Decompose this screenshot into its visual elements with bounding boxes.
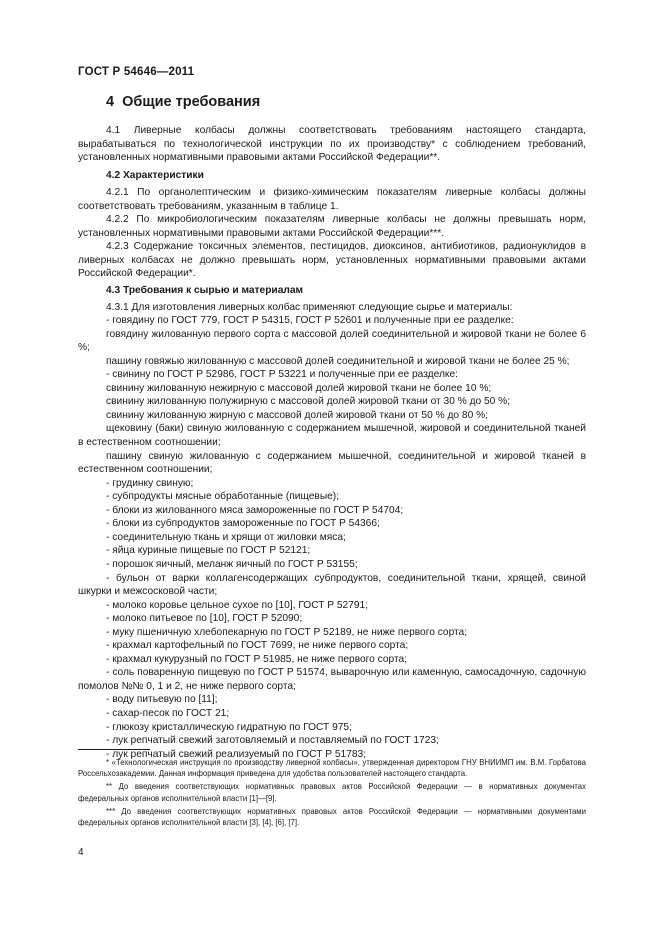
subheading-4-2: 4.2 Характеристики [106,169,204,181]
document-header: ГОСТ Р 54646—2011 [78,66,195,78]
list-item: - свинину по ГОСТ Р 52986, ГОСТ Р 53221 и полученные при ее разделке: [106,369,458,381]
list-item: - соединительную ткань и хрящи от жиловки мяса; [106,531,346,543]
list-item: - блоки из субпродуктов замороженные по ГОСТ Р 54366; [106,518,380,530]
list-item: - муку пшеничную хлебопекарную по ГОСТ Р 52189, не ниже первого сорта; [106,626,468,638]
footnote-1: * «Технологическая инструкция по производству ливерной колбасы», утвержденная директором ГНУ ВНИИМП им. В.М. Горбатова Россельхозакадемии. Данная информация приведена для удобства пользователей настоящего стандарта. [78,758,586,779]
list-item: - воду питьевую по [11]; [106,694,218,706]
paragraph-4-2-3: 4.2.3 Содержание токсичных элементов, пестицидов, диоксинов, антибиотиков, радионуклидов в ливерных колбасах не должно превышать норм, установленных нормативными правовыми актами Российской Федерации*. [78,241,586,280]
list-item: - говядину по ГОСТ 779, ГОСТ Р 54315, ГОСТ Р 52601 и полученные при ее разделке: [106,315,514,327]
paragraph-4-2-2: 4.2.2 По микробиологическим показателям ливерные колбасы не должны превышать норм, установленных нормативными правовыми актами Российской Федерации***. [78,214,586,239]
paragraph-4-3-1: 4.3.1 Для изготовления ливерных колбас применяют следующие сырье и материалы: [106,301,513,313]
list-item: щековину (баки) свиную жилованную с содержанием мышечной, жировой и соединительной тканей в естественном соотношении; [78,423,586,449]
subheading-4-3: 4.3 Требования к сырью и материалам [106,285,304,297]
list-item: - крахмал картофельный по ГОСТ 7699, не ниже первого сорта; [106,640,409,652]
list-item: - лук репчатый свежий заготовляемый и поставляемый по ГОСТ 1723; [106,735,439,747]
list-item: - бульон от варки коллагенсодержащих субпродуктов, соединительной ткани, хрящей, свиной шкурки и межсосковой части; [78,572,586,598]
list-item: свинину жилованную нежирную с массовой долей жировой ткани не более 10 %; [106,382,492,394]
paragraph-4-1: 4.1 Ливерные колбасы должны соответствовать требованиям настоящего стандарта, вырабатываться по технологической инструкции по их производству* с соблюдением требований, установленных нормативными правовыми актами Российской Федерации**. [78,125,586,164]
list-item: - блоки из жилованного мяса замороженные по ГОСТ Р 54704; [106,504,404,516]
list-item: - яйца куриные пищевые по ГОСТ Р 52121; [106,545,311,557]
footnote-3: *** До введения соответствующих нормативных правовых актов Российской Федерации — нормативными документами федеральных органов исполнительной власти [3], [4], [6], [7]. [78,806,586,828]
list-item: пашину говяжью жилованную с массовой долей соединительной и жировой ткани не более 25 %; [106,355,570,367]
list-item: - молоко питьевое по [10], ГОСТ Р 52090; [106,613,303,625]
list-item: - соль поваренную пищевую по ГОСТ Р 51574, выварочную или каменную, самосадочную, садочную помолов №№ 0, 1 и 2, не ниже первого сорта; [78,667,586,692]
list-item: - глюкозу кристаллическую гидратную по ГОСТ 975; [106,721,352,733]
footnotes [78,757,586,830]
list-item: пашину свиную жилованную с содержанием мышечной, соединительной и жировой тканей в естественном соотношении; [78,450,586,476]
list-item: - молоко коровье цельное сухое по [10], ГОСТ Р 52791; [106,599,369,611]
list-item: - субпродукты мясные обработанные (пищевые); [106,491,340,503]
section-heading: Общие требования [122,94,261,110]
list-item: - лук репчатый свежий реализуемый по ГОСТ Р 51783; [106,748,367,760]
list-item: свинину жилованную жирную с массовой долей жировой ткани от 50 % до 80 %; [106,409,488,421]
page-number: 4 [78,847,84,858]
paragraph-4-2-1: 4.2.1 По органолептическим и физико-химическим показателям ливерные колбасы должны соответствовать требованиям, указанным в таблице 1. [78,187,586,212]
list-item: - грудинку свиную; [106,477,194,489]
footnote-2: ** До введения соответствующих нормативных правовых актов Российской Федерации — в нормативных документах федеральных органов исполнительной власти [1]—[9]. [78,782,586,803]
list-item: говядину жилованную первого сорта с массовой долей соединительной и жировой ткани не более 6 %; [78,328,586,354]
list-item: - крахмал кукурузный по ГОСТ Р 51985, не ниже первого сорта; [106,653,408,665]
list-item: - сахар-песок по ГОСТ 21; [106,707,230,719]
list-item: свинину жилованную полужирную с массовой долей жировой ткани от 30 % до 50 %; [106,396,511,408]
list-item: - порошок яичный, меланж яичный по ГОСТ Р 53155; [106,558,358,570]
document-body [78,124,586,761]
footnote-divider [78,749,150,750]
section-number: 4 [106,94,115,110]
section-title [106,94,260,110]
